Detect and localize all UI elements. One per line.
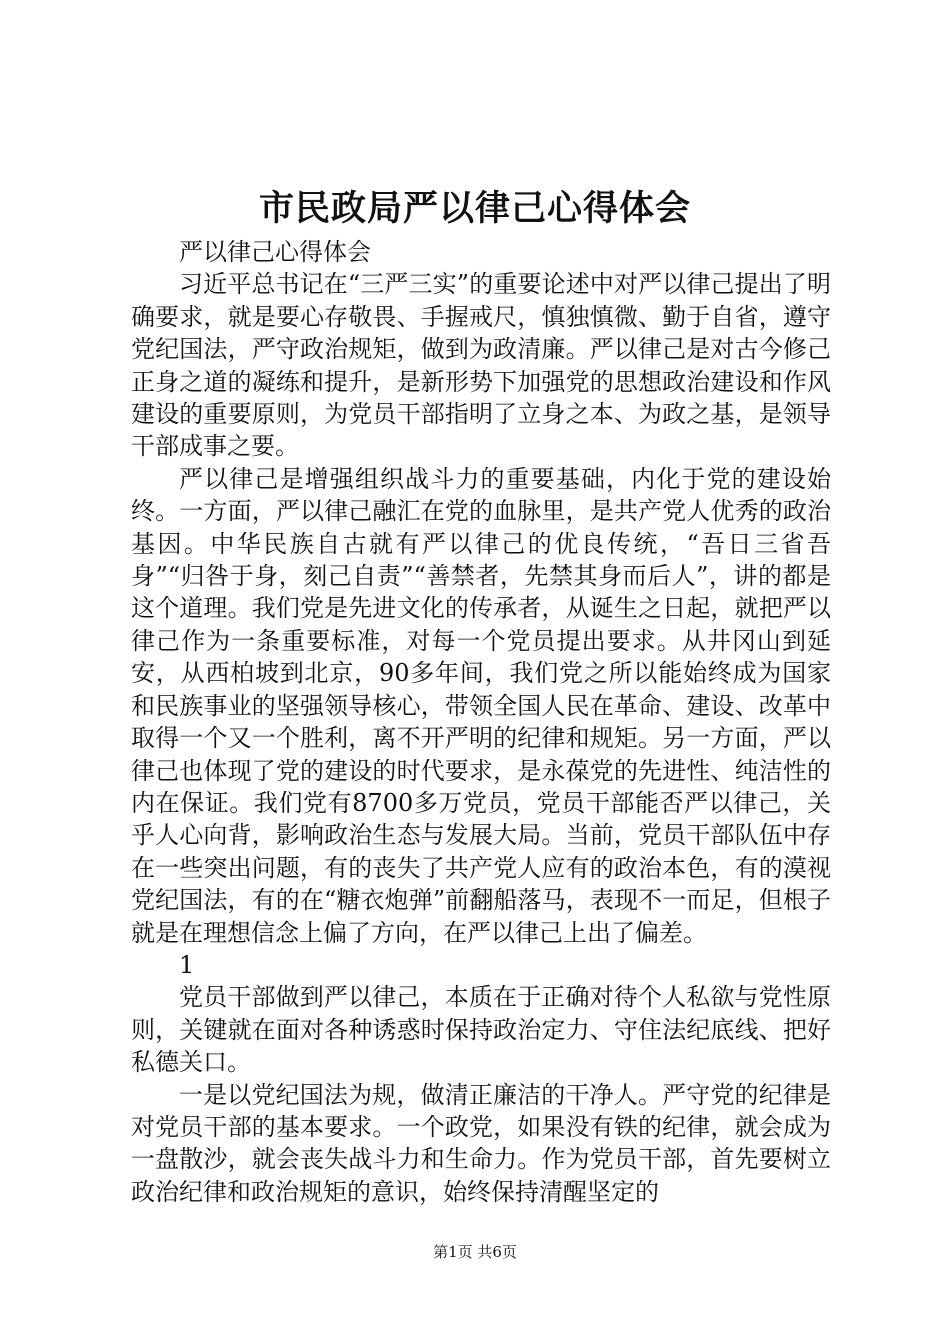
paragraph: 一是以党纪国法为规，做清正廉洁的干净人。严守党的纪律是对党员干部的基本要求。一个政党，如果没有铁的纪律，就会成为一盘散沙，就会丧失战斗力和生命力。作为党员干部，首先要树立政治纪律和政治规矩的意识，始终保持清醒坚定的 — [131, 1080, 831, 1206]
page-footer: 第1页 共6页 — [433, 1243, 517, 1261]
document-title: 市民政局严以律己心得体会 — [258, 188, 691, 229]
inline-page-number: 1 — [179, 950, 195, 979]
paragraph-subtitle: 严以律己心得体会 — [179, 238, 371, 266]
paragraph: 习近平总书记在“三严三实”的重要论述中对严以律己提出了明确要求，就是要心存敬畏、手握戒尺，慎独慎微、勤于自省，遵守党纪国法，严守政治规矩，做到为政清廉。严以律己是对古今修己正身之道的凝练和提升，是新形势下加强党的思想政治建设和作风建设的重要原则，为党员干部指明了立身之本、为政之基，是领导干部成事之要。 — [131, 270, 831, 461]
document-body — [131, 236, 831, 1208]
paragraph: 严以律己是增强组织战斗力的重要基础，内化于党的建设始终。一方面，严以律己融汇在党的血脉里，是共产党人优秀的政治基因。中华民族自古就有严以律己的优良传统，“吾日三省吾身”“归咎于身，刻己自责”“善禁者，先禁其身而后人”，讲的都是这个道理。我们党是先进文化的传承者，从诞生之日起，就把严以律己作为一条重要标准，对每一个党员提出要求。从井冈山到延安，从西柏坡到北京，90多年间，我们党之所以能始终成为国家和民族事业的坚强领导核心，带领全国人民在革命、建设、改革中取得一个又一个胜利，离不开严明的纪律和规矩。另一方面，严以律己也体现了党的建设的时代要求，是永葆党的先进性、纯洁性的内在保证。我们党有8700多万党员，党员干部能否严以律己，关乎人心向背，影响政治生态与发展大局。当前，党员干部队伍中存在一些突出问题，有的丧失了共产党人应有的政治本色，有的漠视党纪国法，有的在“糖衣炮弹”前翻船落马，表现不一而足，但根子就是在理想信念上偏了方向，在严以律己上出了偏差。 — [131, 464, 831, 947]
paragraph: 党员干部做到严以律己，本质在于正确对待个人私欲与党性原则，关键就在面对各种诱惑时保持政治定力、守住法纪底线、把好私德关口。 — [131, 983, 831, 1077]
